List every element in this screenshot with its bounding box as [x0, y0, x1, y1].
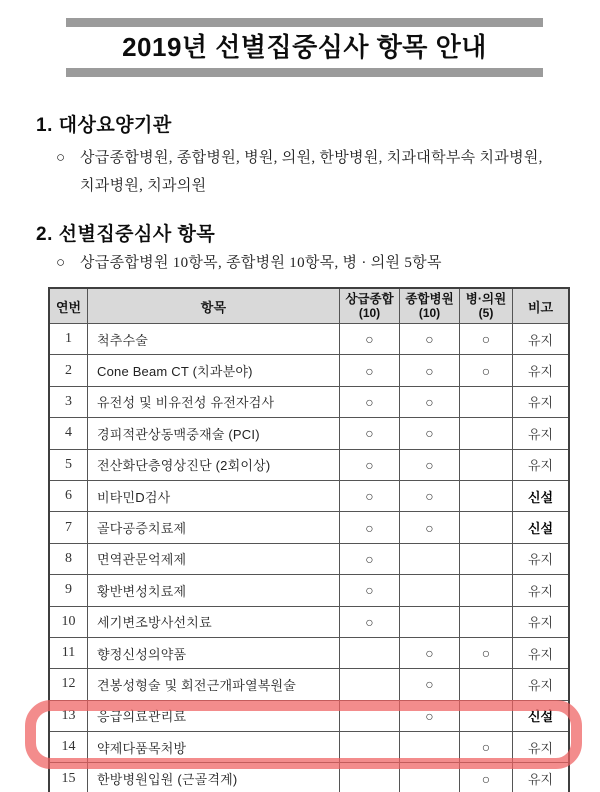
section-1-line-2: 치과병원, 치과의원	[80, 178, 207, 194]
mark-cell-jonghap: ○	[399, 355, 459, 385]
section-2-text	[80, 249, 442, 277]
mark-cell-byeonguiwon	[459, 575, 512, 605]
table-row	[50, 386, 568, 417]
mark-cell-jonghap: ○	[399, 481, 459, 511]
remark-cell: 유지	[512, 387, 568, 417]
mark-cell-byeonguiwon	[459, 387, 512, 417]
remark-cell: 신설	[512, 701, 568, 731]
table-row	[50, 637, 568, 668]
remark-cell: 유지	[512, 450, 568, 480]
mark-cell-sanggeup	[339, 701, 399, 731]
item-name-cell: 비타민D검사	[87, 481, 339, 511]
row-number-cell: 11	[61, 645, 76, 661]
row-number-cell: 10	[61, 613, 76, 629]
remark-cell: 신설	[512, 512, 568, 542]
mark-cell-byeonguiwon	[459, 607, 512, 637]
item-name-cell: 약제다품목처방	[87, 732, 339, 762]
table-row	[50, 511, 568, 542]
mark-cell-sanggeup: ○	[339, 607, 399, 637]
title-banner	[66, 18, 543, 77]
remark-cell: 유지	[512, 638, 568, 668]
table-row	[50, 417, 568, 448]
mark-cell-jonghap	[399, 575, 459, 605]
remark-cell: 유지	[512, 763, 568, 792]
section-1-line-1: 상급종합병원, 종합병원, 병원, 의원, 한방병원, 치과대학부속 치과병원,	[80, 150, 543, 166]
row-number-cell: 14	[61, 739, 76, 755]
mark-cell-sanggeup	[339, 732, 399, 762]
item-name-cell: 견봉성형술 및 회전근개파열복원술	[87, 669, 339, 699]
remark-cell: 유지	[512, 607, 568, 637]
table-row	[50, 606, 568, 637]
row-number-cell: 12	[61, 676, 76, 692]
mark-cell-jonghap	[399, 544, 459, 574]
header-jonghap	[399, 289, 459, 323]
row-number-cell: 7	[65, 519, 72, 535]
remark-cell: 유지	[512, 418, 568, 448]
row-number-cell: 9	[65, 582, 72, 598]
table-row	[50, 574, 568, 605]
section-2-paragraph	[56, 249, 576, 277]
mark-cell-sanggeup	[339, 638, 399, 668]
section-1-heading: 1. 대상요양기관	[36, 115, 172, 136]
title-rule-top	[66, 18, 543, 27]
header-sanggeup	[339, 289, 399, 323]
item-name-cell: 향정신성의약품	[87, 638, 339, 668]
section-2-heading: 2. 선별집중심사 항목	[36, 224, 216, 245]
remark-cell: 유지	[512, 544, 568, 574]
mark-cell-byeonguiwon	[459, 481, 512, 511]
mark-cell-byeonguiwon	[459, 418, 512, 448]
item-name-cell: 유전성 및 비유전성 유전자검사	[87, 387, 339, 417]
item-name-cell: 황반변성치료제	[87, 575, 339, 605]
remark-cell: 유지	[512, 669, 568, 699]
item-name-cell: 한방병원입원 (근골격계)	[87, 763, 339, 792]
mark-cell-sanggeup: ○	[339, 418, 399, 448]
title-rule-bottom	[66, 68, 543, 77]
row-number-cell: 8	[65, 550, 72, 566]
remark-cell: 유지	[512, 355, 568, 385]
mark-cell-jonghap	[399, 763, 459, 792]
mark-cell-sanggeup	[339, 669, 399, 699]
mark-cell-byeonguiwon: ○	[459, 355, 512, 385]
mark-cell-byeonguiwon	[459, 669, 512, 699]
mark-cell-sanggeup: ○	[339, 481, 399, 511]
row-number-cell: 3	[65, 393, 72, 409]
table-row	[50, 480, 568, 511]
mark-cell-sanggeup: ○	[339, 544, 399, 574]
row-number-cell: 4	[65, 425, 72, 441]
item-name-cell: 세기변조방사선치료	[87, 607, 339, 637]
mark-cell-sanggeup: ○	[339, 324, 399, 354]
header-byeonguiwon	[459, 289, 512, 323]
mark-cell-byeonguiwon: ○	[459, 732, 512, 762]
remark-cell: 신설	[512, 481, 568, 511]
mark-cell-jonghap: ○	[399, 638, 459, 668]
table-row	[50, 668, 568, 699]
header-byeonguiwon-count: (5)	[478, 306, 494, 320]
mark-cell-sanggeup: ○	[339, 355, 399, 385]
mark-cell-byeonguiwon	[459, 701, 512, 731]
mark-cell-sanggeup: ○	[339, 512, 399, 542]
item-name-cell: 응급의료관리료	[87, 701, 339, 731]
table-row	[50, 543, 568, 574]
row-number-cell: 6	[65, 488, 72, 504]
mark-cell-jonghap: ○	[399, 669, 459, 699]
table-header-row	[50, 289, 568, 323]
mark-cell-byeonguiwon	[459, 512, 512, 542]
mark-cell-jonghap: ○	[399, 418, 459, 448]
header-jonghap-label: 종합병원	[405, 292, 454, 306]
mark-cell-jonghap: ○	[399, 450, 459, 480]
header-jonghap-count: (10)	[418, 306, 441, 320]
row-number-cell: 13	[61, 707, 76, 723]
remark-cell: 유지	[512, 324, 568, 354]
remark-cell: 유지	[512, 732, 568, 762]
table-body	[50, 323, 568, 792]
section-2-line-1: 상급종합병원 10항목, 종합병원 10항목, 병 · 의원 5항목	[80, 255, 442, 271]
item-name-cell: 경피적관상동맥중재술 (PCI)	[87, 418, 339, 448]
mark-cell-jonghap	[399, 607, 459, 637]
table-row	[50, 354, 568, 385]
remark-cell: 유지	[512, 575, 568, 605]
mark-cell-byeonguiwon: ○	[459, 638, 512, 668]
table-row	[50, 762, 568, 792]
header-byeonguiwon-label: 병·의원	[465, 292, 507, 306]
review-items-table	[48, 287, 570, 792]
circle-bullet-icon: ○	[56, 255, 66, 271]
mark-cell-sanggeup: ○	[339, 387, 399, 417]
item-name-cell: 면역관문억제제	[87, 544, 339, 574]
section-1-text	[80, 144, 543, 200]
item-name-cell: 척추수술	[87, 324, 339, 354]
mark-cell-jonghap: ○	[399, 701, 459, 731]
document-title: 2019년 선별집중심사 항목 안내	[122, 32, 487, 62]
row-number-cell: 2	[65, 362, 72, 378]
mark-cell-byeonguiwon	[459, 544, 512, 574]
header-sanggeup-count: (10)	[358, 306, 381, 320]
mark-cell-byeonguiwon: ○	[459, 324, 512, 354]
mark-cell-byeonguiwon	[459, 450, 512, 480]
table-row	[50, 449, 568, 480]
table-row	[50, 700, 568, 731]
circle-bullet-icon: ○	[56, 150, 66, 166]
header-item: 항목	[87, 289, 339, 323]
header-no: 연번	[55, 299, 82, 315]
mark-cell-byeonguiwon: ○	[459, 763, 512, 792]
mark-cell-sanggeup	[339, 763, 399, 792]
section-1-paragraph	[56, 144, 576, 200]
mark-cell-sanggeup: ○	[339, 450, 399, 480]
mark-cell-jonghap: ○	[399, 512, 459, 542]
mark-cell-jonghap	[399, 732, 459, 762]
table-row	[50, 731, 568, 762]
row-number-cell: 1	[65, 331, 72, 347]
item-name-cell: 골다공증치료제	[87, 512, 339, 542]
row-number-cell: 5	[65, 456, 72, 472]
mark-cell-jonghap: ○	[399, 387, 459, 417]
table-row	[50, 323, 568, 354]
mark-cell-jonghap: ○	[399, 324, 459, 354]
header-remark: 비고	[512, 289, 568, 323]
mark-cell-sanggeup: ○	[339, 575, 399, 605]
header-sanggeup-label: 상급종합	[345, 292, 394, 306]
row-number-cell: 15	[61, 770, 76, 786]
item-name-cell: Cone Beam CT (치과분야)	[87, 355, 339, 385]
item-name-cell: 전산화단층영상진단 (2회이상)	[87, 450, 339, 480]
